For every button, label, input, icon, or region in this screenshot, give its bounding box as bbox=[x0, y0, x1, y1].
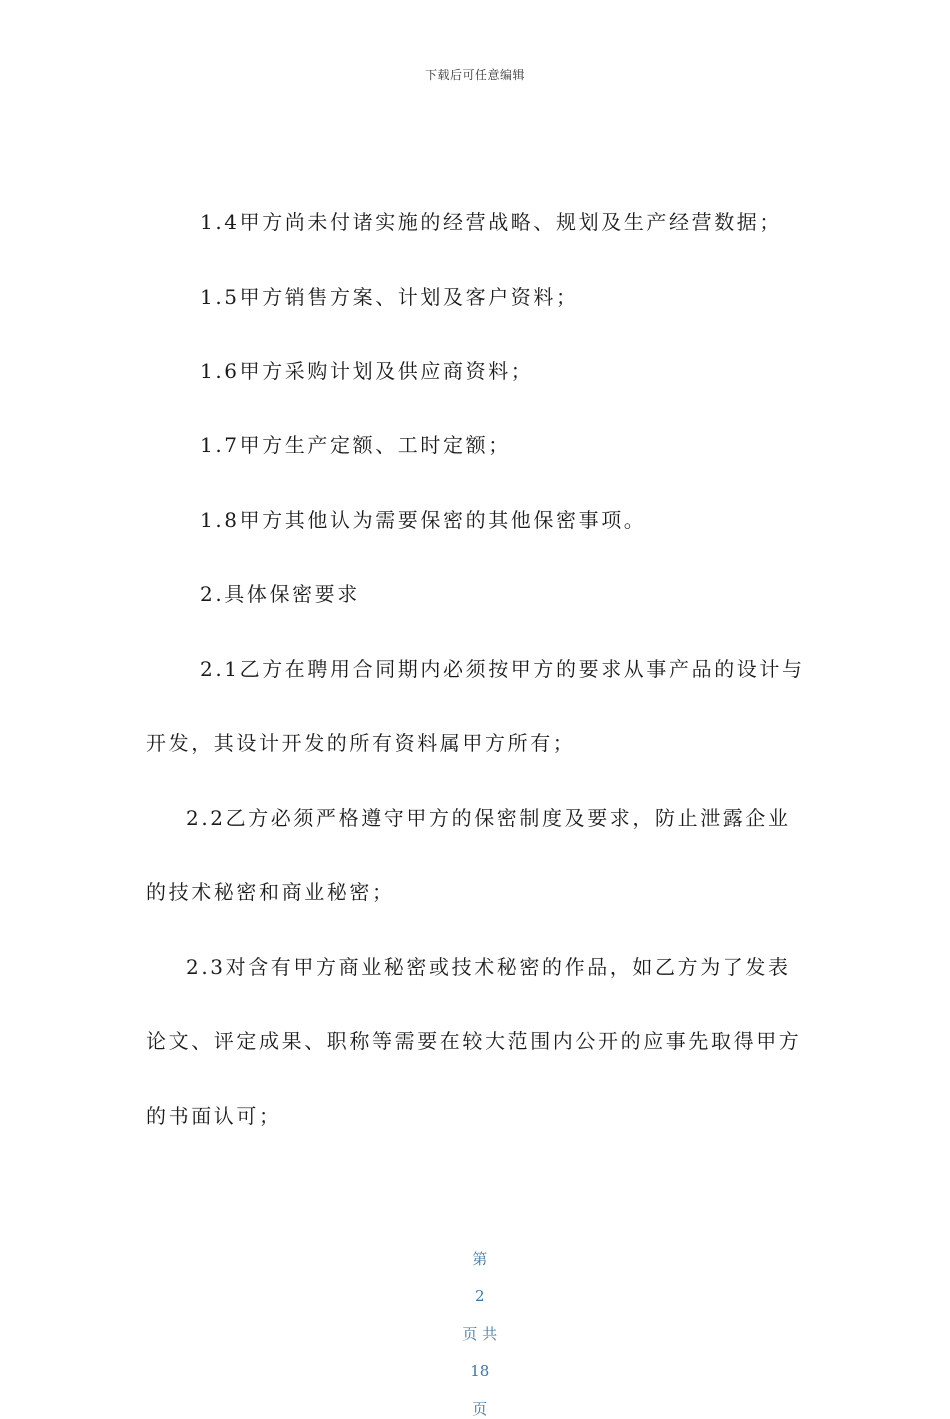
clause-1-5: 1.5甲方销售方案、计划及客户资料； bbox=[200, 285, 579, 309]
footer-page-number: 2 bbox=[475, 1287, 485, 1305]
clause-1-7: 1.7甲方生产定额、工时定额； bbox=[200, 433, 511, 457]
clause-2-3-line-3: 的书面认可； bbox=[146, 1104, 282, 1128]
section-2-heading: 2.具体保密要求 bbox=[200, 582, 360, 606]
clause-1-8: 1.8甲方其他认为需要保密的其他保密事项。 bbox=[200, 508, 647, 532]
footer-label-di: 第 bbox=[472, 1250, 488, 1268]
page-header: 下载后可任意编辑 bbox=[424, 68, 525, 82]
clause-2-3-line-2: 论文、评定成果、职称等需要在较大范围内公开的应事先取得甲方 bbox=[146, 1029, 802, 1053]
clause-2-2-line-2: 的技术秘密和商业秘密； bbox=[146, 880, 395, 904]
footer-total-pages: 18 bbox=[470, 1362, 490, 1380]
clause-1-4: 1.4甲方尚未付诸实施的经营战略、规划及生产经营数据； bbox=[200, 210, 783, 234]
page-footer bbox=[0, 1230, 950, 1419]
clause-2-1-line-2: 开发，其设计开发的所有资料属甲方所有； bbox=[146, 731, 576, 755]
footer-label-ye-gong: 页 共 bbox=[462, 1325, 498, 1343]
footer-label-ye: 页 bbox=[472, 1400, 488, 1418]
clause-2-3-line-1: 2.3对含有甲方商业秘密或技术秘密的作品，如乙方为了发表 bbox=[186, 955, 791, 979]
clause-2-2-line-1: 2.2乙方必须严格遵守甲方的保密制度及要求，防止泄露企业 bbox=[186, 806, 791, 830]
clause-2-1-line-1: 2.1乙方在聘用合同期内必须按甲方的要求从事产品的设计与 bbox=[200, 657, 805, 681]
clause-1-6: 1.6甲方采购计划及供应商资料； bbox=[200, 359, 534, 383]
